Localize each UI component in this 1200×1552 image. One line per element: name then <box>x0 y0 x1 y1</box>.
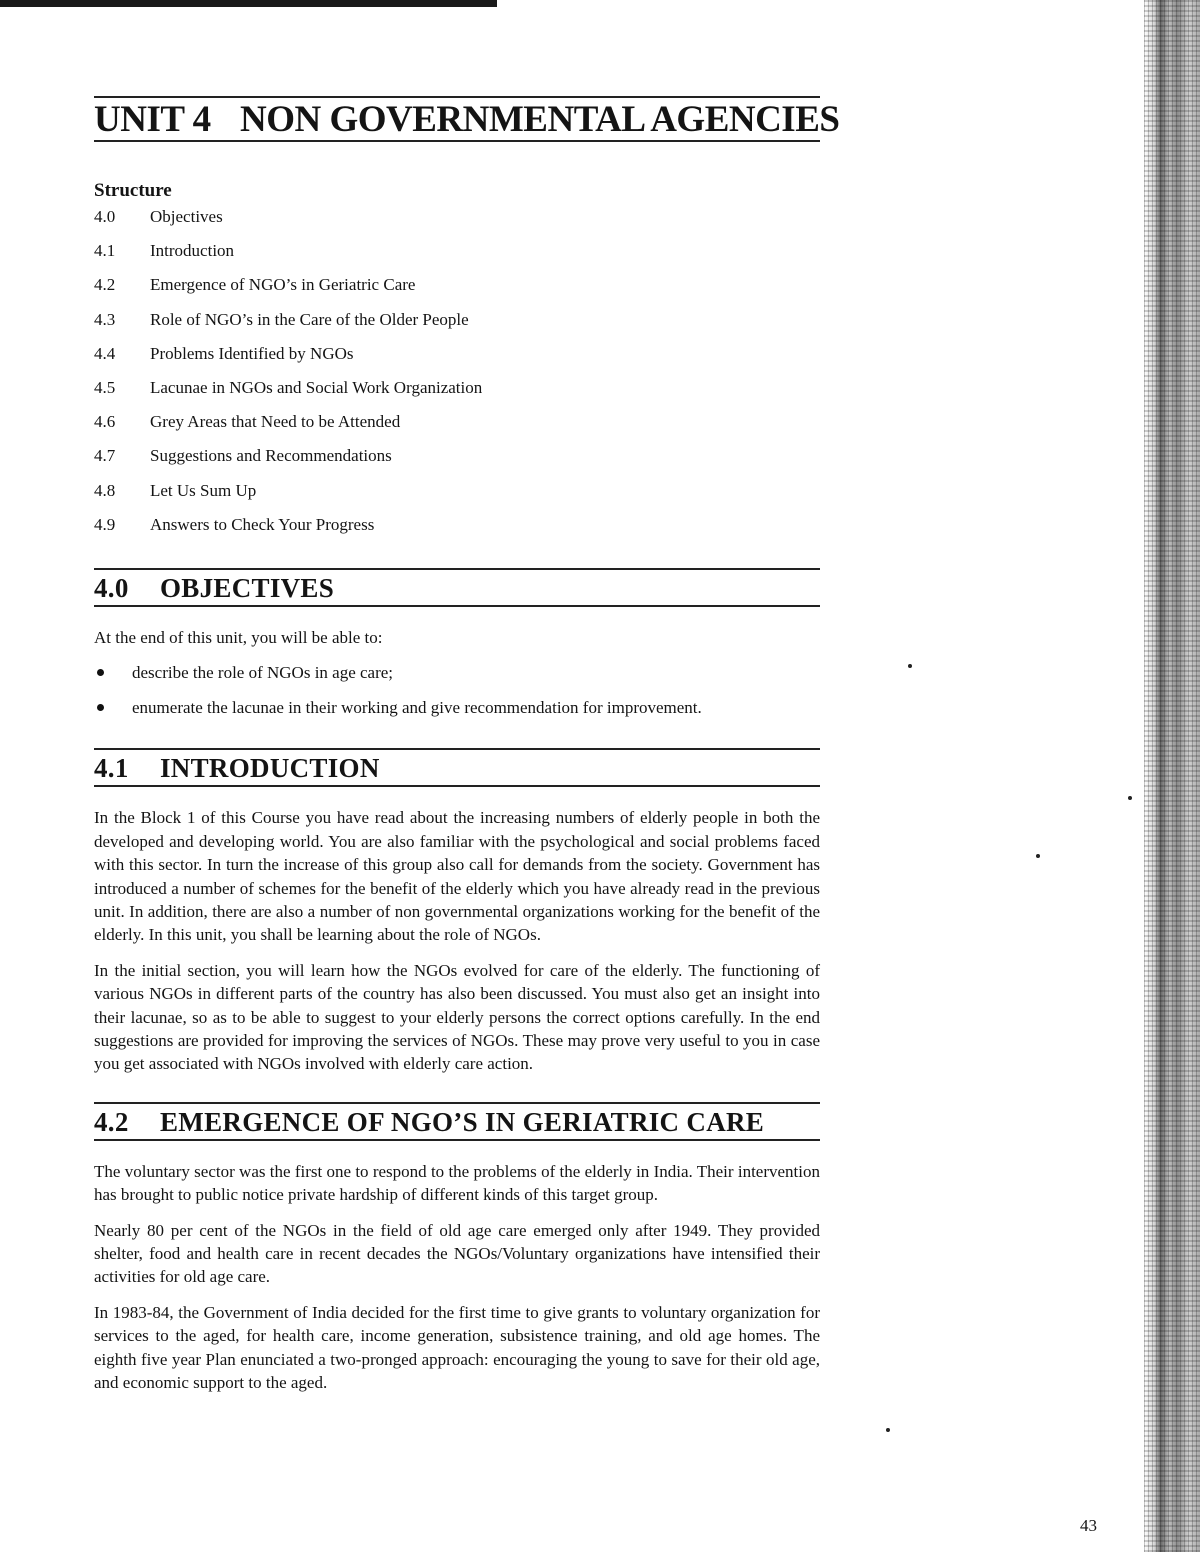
section-title: INTRODUCTION <box>160 753 380 784</box>
toc-text: Let Us Sum Up <box>150 480 257 500</box>
introduction-paragraph-2: In the initial section, you will learn how the NGOs evolved for care of the elderly. The functioning of various NGOs in different parts of the country has also been discussed. You must also get an insight into their lacunae, so as to be able to suggest to your elderly persons the correct options carefully. In the end suggestions are provided for improving the services of NGOs. These may prove very useful to you in case you get associated with NGOs involved with elderly care action. <box>94 960 820 1074</box>
toc-item-objectives <box>94 200 820 234</box>
section-heading-introduction <box>94 748 820 787</box>
toc-number: 4.2 <box>94 275 116 295</box>
scan-speck <box>908 664 912 668</box>
unit-label: UNIT 4 <box>94 99 211 140</box>
introduction-paragraph-1: In the Block 1 of this Course you have read about the increasing numbers of elderly people in both the developed and developing world. You are also familiar with the psychological and social problems faced with this sector. In turn the increase of this group also call for demands from the society. Government has introduced a number of schemes for the benefit of the elderly which you have already read in the previous unit. In addition, there are also a number of non governmental organizations working for the benefit of the elderly. In this unit, you shall be learning about the role of NGOs. <box>94 808 820 945</box>
toc-item-problems <box>94 337 820 371</box>
toc-item-sum-up <box>94 474 820 508</box>
section-title: OBJECTIVES <box>160 572 335 603</box>
document-page <box>94 96 840 1394</box>
toc-item-introduction <box>94 234 820 268</box>
section-heading-emergence <box>94 1102 820 1141</box>
toc-number: 4.5 <box>94 377 116 397</box>
scan-top-bar <box>0 0 497 7</box>
structure-list <box>94 200 820 542</box>
objectives-intro: At the end of this unit, you will be able to: <box>94 627 383 647</box>
toc-item-suggestions <box>94 439 820 473</box>
emergence-paragraph-1: The voluntary sector was the first one to respond to the problems of the elderly in India. Their intervention has brought to public notice private hardship of different kinds of this target group. <box>94 1161 820 1205</box>
objective-text: describe the role of NGOs in age care; <box>132 663 394 683</box>
toc-text: Objectives <box>150 207 223 226</box>
toc-text: Grey Areas that Need to be Attended <box>150 412 401 432</box>
scan-speck <box>1128 796 1132 800</box>
bullet-dot-icon <box>97 704 104 711</box>
scan-binding-edge <box>1144 0 1200 1552</box>
unit-title <box>94 96 840 142</box>
objectives-list <box>94 661 820 719</box>
toc-text: Problems Identified by NGOs <box>150 343 354 363</box>
toc-number: 4.9 <box>94 514 116 534</box>
toc-item-lacunae <box>94 371 820 405</box>
objective-item <box>94 661 820 684</box>
toc-text: Suggestions and Recommendations <box>150 446 392 466</box>
toc-number: 4.7 <box>94 446 116 466</box>
objective-text: enumerate the lacunae in their working and give recommendation for improvement. <box>132 698 702 718</box>
toc-text: Answers to Check Your Progress <box>150 514 375 534</box>
scan-speck <box>1036 854 1040 858</box>
toc-number: 4.4 <box>94 343 116 363</box>
toc-item-role <box>94 303 820 337</box>
structure-heading: Structure <box>94 180 172 201</box>
toc-number: 4.0 <box>94 207 116 226</box>
toc-text: Lacunae in NGOs and Social Work Organization <box>150 377 483 397</box>
objective-item <box>94 696 820 719</box>
section-number: 4.0 <box>94 572 129 603</box>
section-number: 4.2 <box>94 1106 129 1137</box>
toc-number: 4.8 <box>94 480 116 500</box>
toc-text: Emergence of NGO’s in Geriatric Care <box>150 275 416 295</box>
section-title: EMERGENCE OF NGO’S IN GERIATRIC CARE <box>160 1106 765 1137</box>
scan-speck <box>886 1428 890 1432</box>
emergence-paragraph-3: In 1983-84, the Government of India decided for the first time to give grants to voluntary organization for services to the aged, for health care, income generation, subsistence training, and old age homes. The eighth five year Plan enunciated a two-pronged approach: encouraging the young to save for their old age, and economic support to the aged. <box>94 1302 820 1392</box>
toc-number: 4.6 <box>94 412 116 432</box>
unit-title-text: NON GOVERNMENTAL AGENCIES <box>240 99 840 140</box>
toc-item-grey-areas <box>94 405 820 439</box>
section-heading-objectives <box>94 568 820 607</box>
toc-number: 4.3 <box>94 309 116 329</box>
toc-text: Introduction <box>150 241 235 261</box>
emergence-paragraph-2: Nearly 80 per cent of the NGOs in the field of old age care emerged only after 1949. They provided shelter, food and health care in recent decades the NGOs/Voluntary organizations have intensified their activities for old age care. <box>94 1220 820 1287</box>
toc-number: 4.1 <box>94 241 116 261</box>
bullet-dot-icon <box>97 669 104 676</box>
section-number: 4.1 <box>94 753 129 784</box>
toc-item-emergence <box>94 268 820 302</box>
toc-item-answers <box>94 508 820 542</box>
toc-text: Role of NGO’s in the Care of the Older People <box>150 309 469 329</box>
page-number: 43 <box>1080 1516 1097 1535</box>
